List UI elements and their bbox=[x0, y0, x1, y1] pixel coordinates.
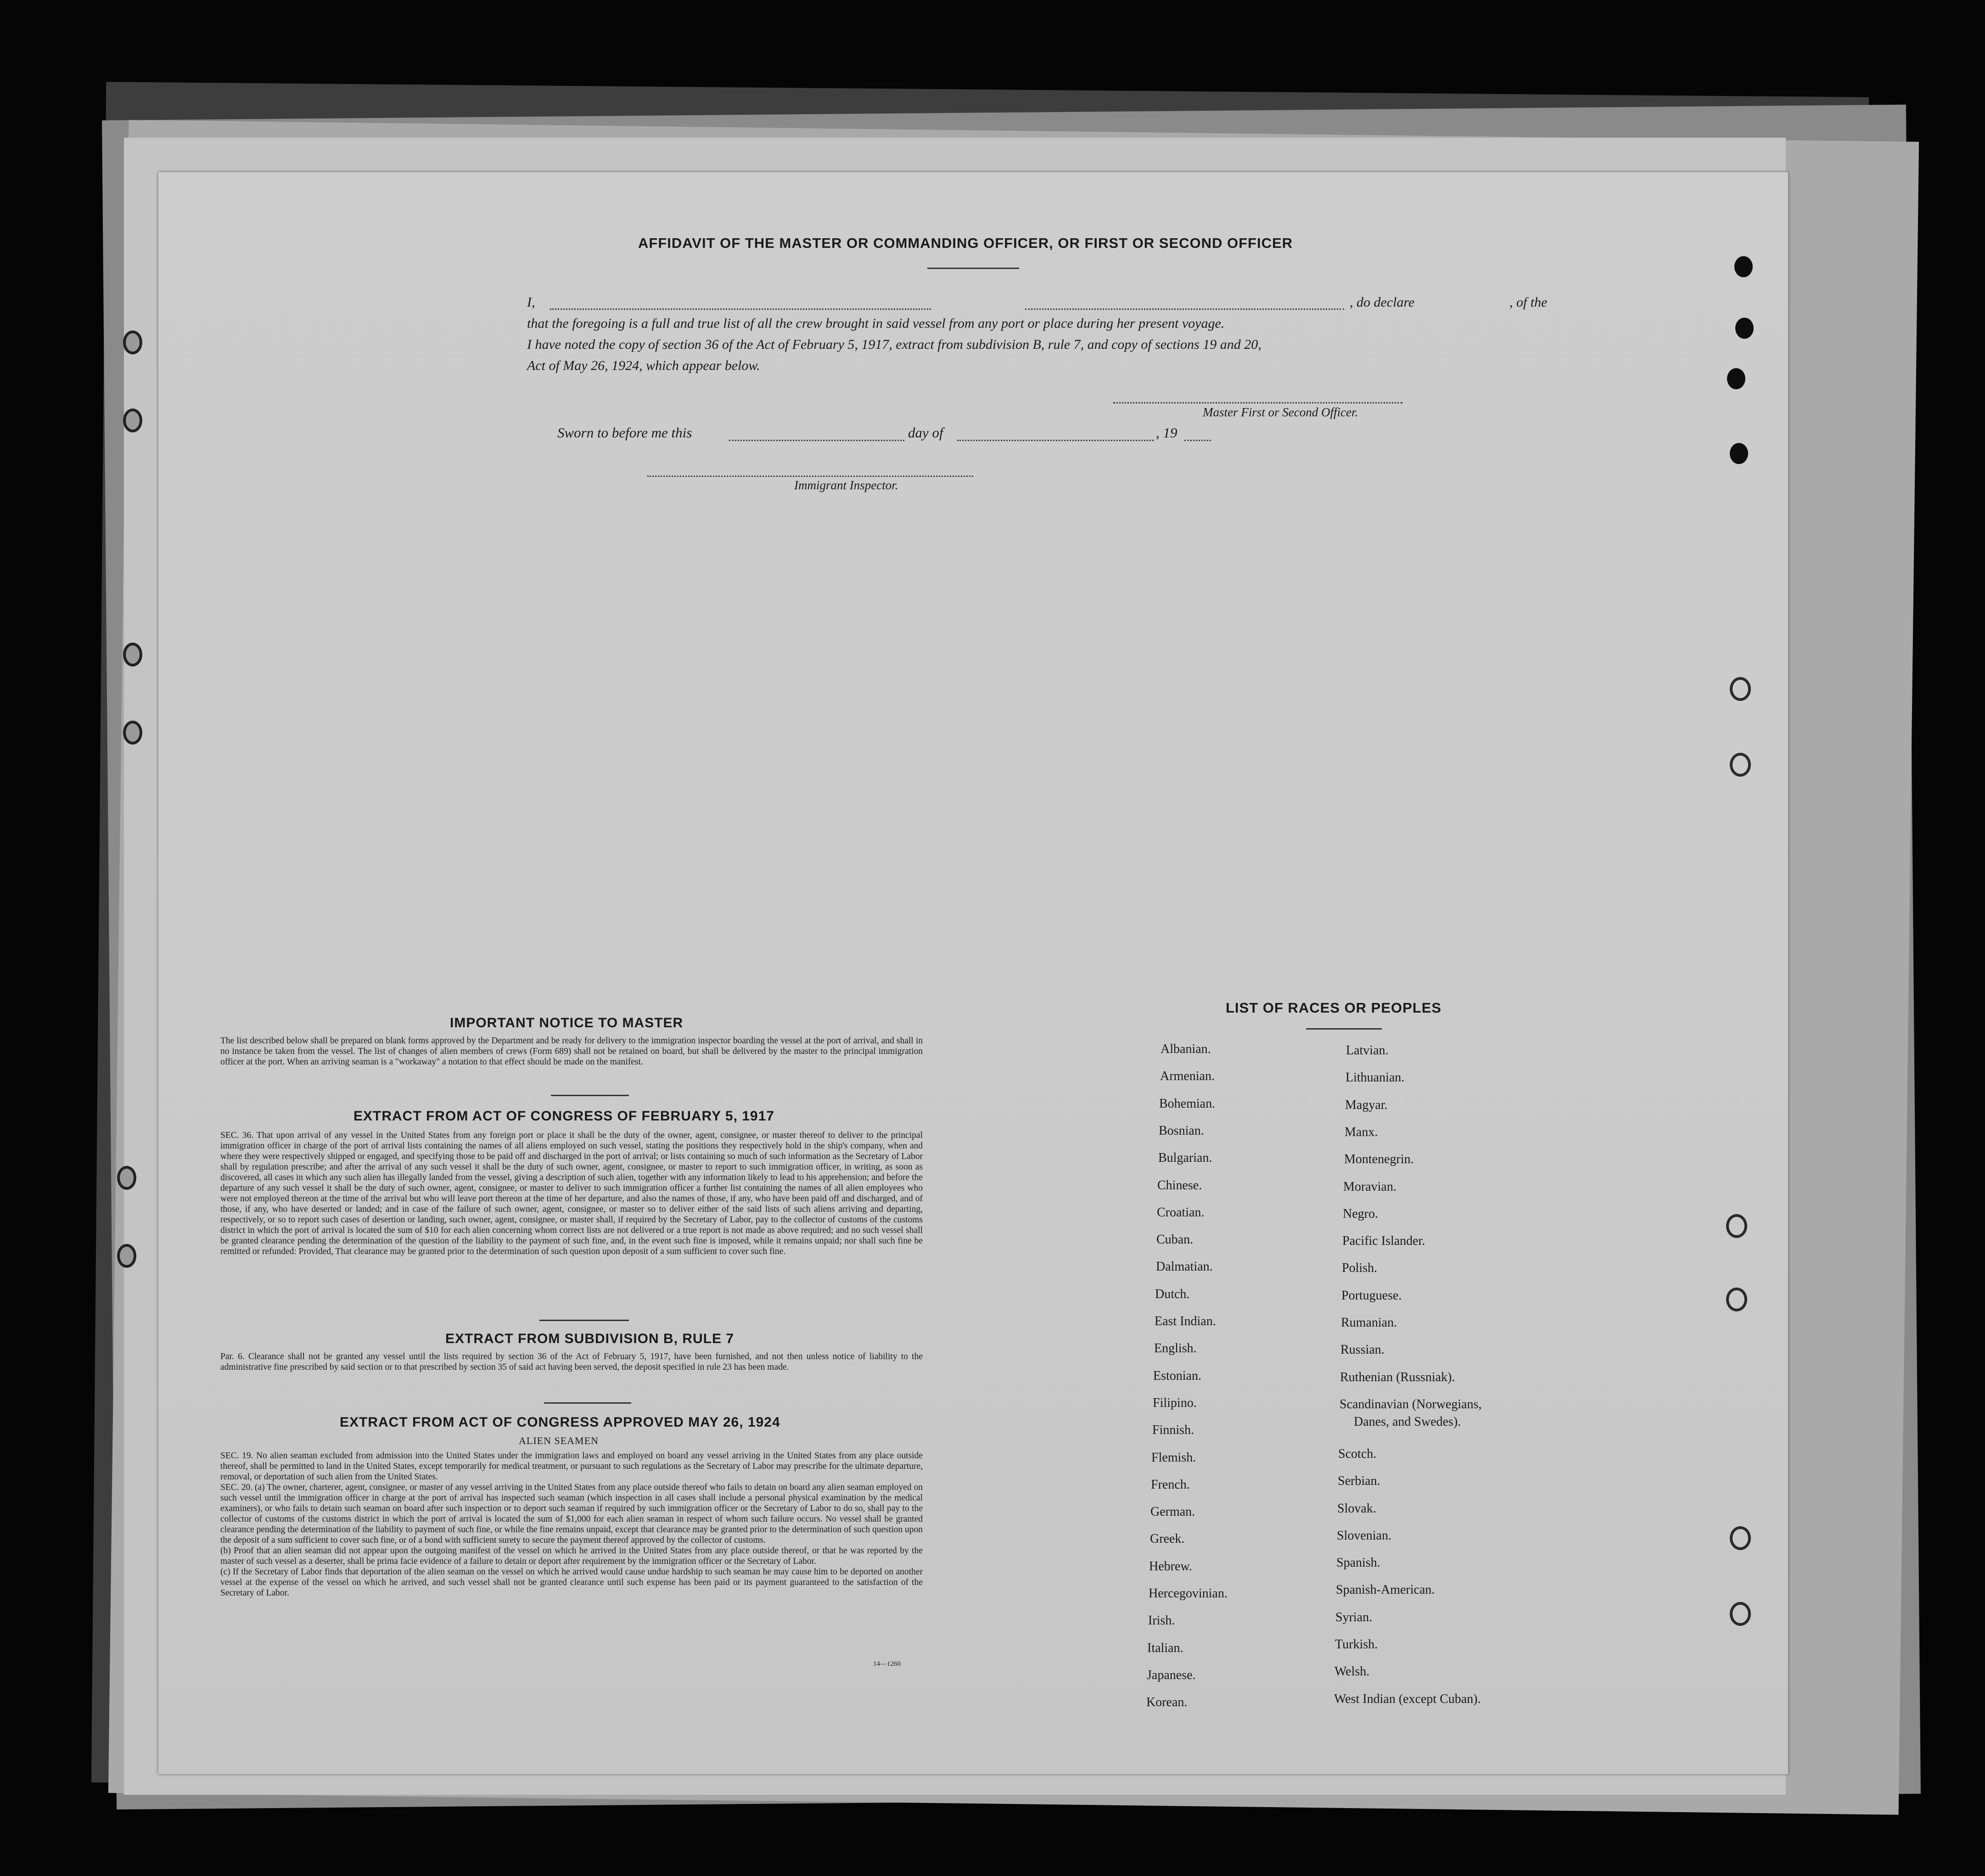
race-item: Dalmatian. bbox=[1156, 1260, 1213, 1274]
vessel-name-field[interactable] bbox=[1025, 308, 1344, 310]
divider bbox=[1306, 1028, 1382, 1030]
race-item: Manx. bbox=[1345, 1125, 1378, 1139]
binder-hole-icon bbox=[123, 330, 142, 354]
race-item: Finnish. bbox=[1152, 1423, 1194, 1437]
form-number: 14—1260 bbox=[873, 1660, 901, 1668]
race-item: Portuguese. bbox=[1341, 1288, 1402, 1303]
section-36-text: SEC. 36. That upon arrival of any vessel in the United States from any foreign port or place it shall be the duty of the owner, agent, consignee, or master thereof to deliver to the principal immigration officer in charge of the port of arrival lists containing the names of all aliens employed on such vessel, stating the positions they respectively hold in the ship's company, when and where they were respectively shipped or engaged, and specifying those to be paid off and discharged in the port of arrival; or lists containing so much of such information as the Secretary of Labor shall by regulation prescribe; and after the arrival of any such vessel it shall be the duty of such owner, agent, consignee, or master to report to such immigration officer, in writing, as soon as discovered, all cases in which any such alien has illegally landed from the vessel, giving a description of such alien, together with any information likely to lead to his apprehension; and before the departure of any such vessel it shall be the duty of such owner, agent, consignee, or master to deliver to such immigration officer a further list containing the names of all alien employees who were not employed thereon at the time of the arrival but who will leave port thereon at the time of her departure, and also the names of those, if any, who have been paid off and discharged, and of those, if any, who have deserted or landed; and in case of the failure of such owner, agent, consignee, or master so to deliver either of the said lists of such aliens arriving and departing, respectively, or so to report such cases of desertion or landing, such owner, agent, consignee, or master shall, if required by the Secretary of Labor, pay to the collector of customs of the customs district in which the port of arrival is located the sum of $10 for each alien concerning whom correct lists are not delivered or a true report is not made as above required; and no such vessel shall be granted clearance pending the determination of the question of the liability to the payment of such fine, and, in the event such fine is imposed, while it remains unpaid; nor shall such fine be remitted or refunded: Provided, That clearance may be granted prior to the determination of such question upon deposit of a sum sufficient to cover such fine. bbox=[220, 1131, 923, 1256]
divider bbox=[539, 1320, 629, 1321]
race-item: Syrian. bbox=[1335, 1610, 1373, 1624]
punch-hole-icon bbox=[1730, 1602, 1751, 1626]
race-item: Slovak. bbox=[1337, 1501, 1376, 1516]
race-item: Greek. bbox=[1150, 1532, 1185, 1546]
race-item: Rumanian. bbox=[1341, 1316, 1397, 1330]
section-20a-text: SEC. 20. (a) The owner, charterer, agent, consignee, or master of any vessel arriving in the United States from any place outside thereof who fails to detain on board any alien seaman employed on such vessel until the immigration officer in charge at the port of arrival has inspected such seaman (which inspection in all cases shall include a personal physical examination by the medical examiners), or who fails to detain such seaman on board after such inspection or to deport such seaman if required by such immigration officer or the Secretary of Labor to do so, shall pay to the collector of customs of the customs district in which the port of arrival is located the sum of $1,000 for each alien seaman in respect of whom such failure occurs. No vessel shall be granted clearance pending the determination of the liability to payment of such fine, or while the fine remains unpaid, except that clearance may be granted prior to the determination of such question upon the deposit of a sum sufficient to cover such fine, or of a bond with sufficient surety to secure the payment thereof approved by the collector of customs. bbox=[220, 1483, 923, 1545]
binder-hole-icon bbox=[117, 1166, 136, 1190]
race-item: East Indian. bbox=[1155, 1314, 1216, 1328]
of-the-label: , of the bbox=[1509, 295, 1548, 310]
race-item: Slovenian. bbox=[1337, 1529, 1391, 1543]
race-item: German. bbox=[1150, 1505, 1195, 1519]
punch-hole-icon bbox=[1730, 443, 1748, 464]
master-signature-field[interactable] bbox=[1113, 402, 1402, 403]
race-item: Dutch. bbox=[1155, 1287, 1190, 1301]
declarant-name-field[interactable] bbox=[550, 308, 931, 310]
race-item: Italian. bbox=[1147, 1641, 1183, 1655]
race-item: Bulgarian. bbox=[1158, 1151, 1212, 1165]
race-item: Serbian. bbox=[1338, 1474, 1380, 1488]
section-19-text: SEC. 19. No alien seaman excluded from admission into the United States under the immigration laws and employed on board any vessel arriving in the United States from any place outside thereof, shall be permitted to land in the United States, except temporarily for medical treatment, or pursuant to such regulations as the Secretary of Labor may prescribe for the ultimate departure, removal, or deportation of such alien from the United States. bbox=[220, 1451, 923, 1482]
day-of-label: day of bbox=[908, 425, 943, 441]
race-item: Ruthenian (Russniak). bbox=[1340, 1370, 1455, 1384]
section-20b-text: (b) Proof that an alien seaman did not appear upon the outgoing manifest of the vessel on which he arrived in the United States from any place outside thereof, or that he was reported by the master of such vessel as a deserter, shall be prima facie evidence of a failure to detain or deport after requirement by the immigration officer or the Secretary of Labor. bbox=[220, 1546, 923, 1566]
notice-body: The list described below shall be prepared on blank forms approved by the Department and be ready for delivery to the immigration inspector boarding the vessel at the port of arrival, and shall in no instance be taken from the vessel. The list of changes of alien members of crews (Form 689) shall not be retained on board, but shall be delivered by the master to the principal immigration officer at the port. When an arriving seaman is a "workaway" a notation to that effect should be made on the manifest. bbox=[220, 1036, 923, 1067]
race-item: Flemish. bbox=[1151, 1450, 1196, 1465]
race-item: Irish. bbox=[1148, 1613, 1175, 1628]
race-item: Lithuanian. bbox=[1346, 1070, 1405, 1085]
race-item: French. bbox=[1151, 1478, 1190, 1492]
race-item: Chinese. bbox=[1157, 1178, 1202, 1193]
race-item: Estonian. bbox=[1153, 1369, 1201, 1383]
race-item: Pacific Islander. bbox=[1342, 1234, 1425, 1248]
extract-rule7-title: EXTRACT FROM SUBDIVISION B, RULE 7 bbox=[445, 1331, 735, 1346]
race-item: Danes, and Swedes). bbox=[1354, 1415, 1461, 1429]
race-item: Albanian. bbox=[1161, 1042, 1211, 1056]
race-item: Cuban. bbox=[1156, 1232, 1194, 1247]
race-item: Hebrew. bbox=[1149, 1559, 1192, 1574]
sworn-label: Sworn to before me this bbox=[557, 425, 692, 441]
affidavit-text-line: I have noted the copy of section 36 of the Act of February 5, 1917, extract from subdivision B, rule 7, and copy of sections 19 and 20, bbox=[527, 337, 1262, 352]
punch-hole-icon bbox=[1735, 318, 1754, 339]
binder-hole-icon bbox=[123, 409, 142, 432]
alien-seamen-subtitle: ALIEN SEAMEN bbox=[519, 1435, 599, 1446]
binder-hole-icon bbox=[123, 643, 142, 666]
race-item: Latvian. bbox=[1346, 1043, 1389, 1058]
race-item: Korean. bbox=[1146, 1695, 1188, 1709]
punch-hole-icon bbox=[1726, 1288, 1747, 1311]
affidavit-title: AFFIDAVIT OF THE MASTER OR COMMANDING OFFICER, OR FIRST OR SECOND OFFICER bbox=[638, 235, 1293, 251]
affidavit-text-line: that the foregoing is a full and true list of all the crew brought in said vessel from any port or place during her present voyage. bbox=[527, 316, 1225, 331]
extract-1924-title: EXTRACT FROM ACT OF CONGRESS APPROVED MAY 26, 1924 bbox=[340, 1415, 780, 1430]
race-item: Armenian. bbox=[1160, 1069, 1215, 1083]
act-1924-text bbox=[220, 1450, 923, 1598]
punch-hole-icon bbox=[1730, 753, 1751, 777]
binder-hole-icon bbox=[123, 721, 142, 745]
punch-hole-icon bbox=[1727, 368, 1745, 389]
race-item: Spanish. bbox=[1336, 1556, 1380, 1570]
declarant-label: I, bbox=[527, 295, 535, 310]
binder-hole-icon bbox=[117, 1244, 136, 1268]
notice-title: IMPORTANT NOTICE TO MASTER bbox=[450, 1015, 684, 1030]
race-item: Negro. bbox=[1343, 1207, 1378, 1221]
punch-hole-icon bbox=[1730, 677, 1751, 701]
race-item: Turkish. bbox=[1335, 1637, 1378, 1652]
inspector-signature-field[interactable] bbox=[647, 476, 973, 477]
race-item: Bosnian. bbox=[1159, 1124, 1204, 1138]
punch-hole-icon bbox=[1730, 1526, 1751, 1550]
divider bbox=[544, 1402, 631, 1404]
year-label: , 19 bbox=[1156, 425, 1178, 441]
races-title: LIST OF RACES OR PEOPLES bbox=[1226, 1000, 1442, 1016]
race-item: Polish. bbox=[1342, 1261, 1378, 1275]
rule7-paragraph-text: Par. 6. Clearance shall not be granted any vessel until the lists required by section 36 of the Act of February 5, 1917, have been furnished, and not then unless notice of liability to the administrative fine prescribed by said section or to that prescribed by section 35 of said act having been served, the deposit specified in rule 23 has been made. bbox=[220, 1352, 923, 1372]
race-item: Spanish-American. bbox=[1336, 1583, 1435, 1597]
race-item: Scotch. bbox=[1338, 1447, 1377, 1461]
punch-hole-icon bbox=[1734, 256, 1753, 277]
extract-1917-title: EXTRACT FROM ACT OF CONGRESS OF FEBRUARY 5, 1917 bbox=[353, 1109, 774, 1124]
divider bbox=[927, 268, 1019, 269]
declare-label: , do declare bbox=[1350, 295, 1415, 310]
race-item: Hercegovinian. bbox=[1149, 1586, 1228, 1601]
sworn-year-field[interactable] bbox=[1184, 440, 1211, 441]
race-item: Scandinavian (Norwegians, bbox=[1340, 1397, 1482, 1411]
race-item: Croatian. bbox=[1157, 1205, 1205, 1220]
master-signature-label: Master First or Second Officer. bbox=[1203, 405, 1358, 419]
race-item: Bohemian. bbox=[1159, 1097, 1216, 1111]
race-item: West Indian (except Cuban). bbox=[1334, 1692, 1481, 1706]
race-item: Moravian. bbox=[1343, 1180, 1396, 1194]
race-item: Filipino. bbox=[1153, 1396, 1197, 1410]
section-20c-text: (c) If the Secretary of Labor finds that deportation of the alien seaman on the vessel on which he arrived would cause undue hardship to such seaman he may cause him to be deported on another vessel at the expense of the vessel on which he arrived, and such vessel shall not be granted clearance until such expense has been paid or its payment guaranteed to the satisfaction of the Secretary of Labor. bbox=[220, 1567, 923, 1598]
sworn-month-field[interactable] bbox=[957, 440, 1154, 441]
race-item: Welsh. bbox=[1335, 1664, 1370, 1679]
affidavit-declaration-line bbox=[527, 295, 1548, 310]
inspector-signature-label: Immigrant Inspector. bbox=[794, 478, 898, 492]
race-item: English. bbox=[1154, 1341, 1197, 1355]
race-item: Magyar. bbox=[1345, 1098, 1388, 1112]
sworn-date-field[interactable] bbox=[729, 440, 904, 441]
divider bbox=[551, 1095, 629, 1096]
race-item: Russian. bbox=[1340, 1343, 1385, 1357]
affidavit-text-line: Act of May 26, 1924, which appear below. bbox=[527, 358, 760, 373]
punch-hole-icon bbox=[1726, 1214, 1747, 1238]
race-item: Japanese. bbox=[1147, 1668, 1196, 1682]
race-item: Montenegrin. bbox=[1344, 1152, 1414, 1166]
